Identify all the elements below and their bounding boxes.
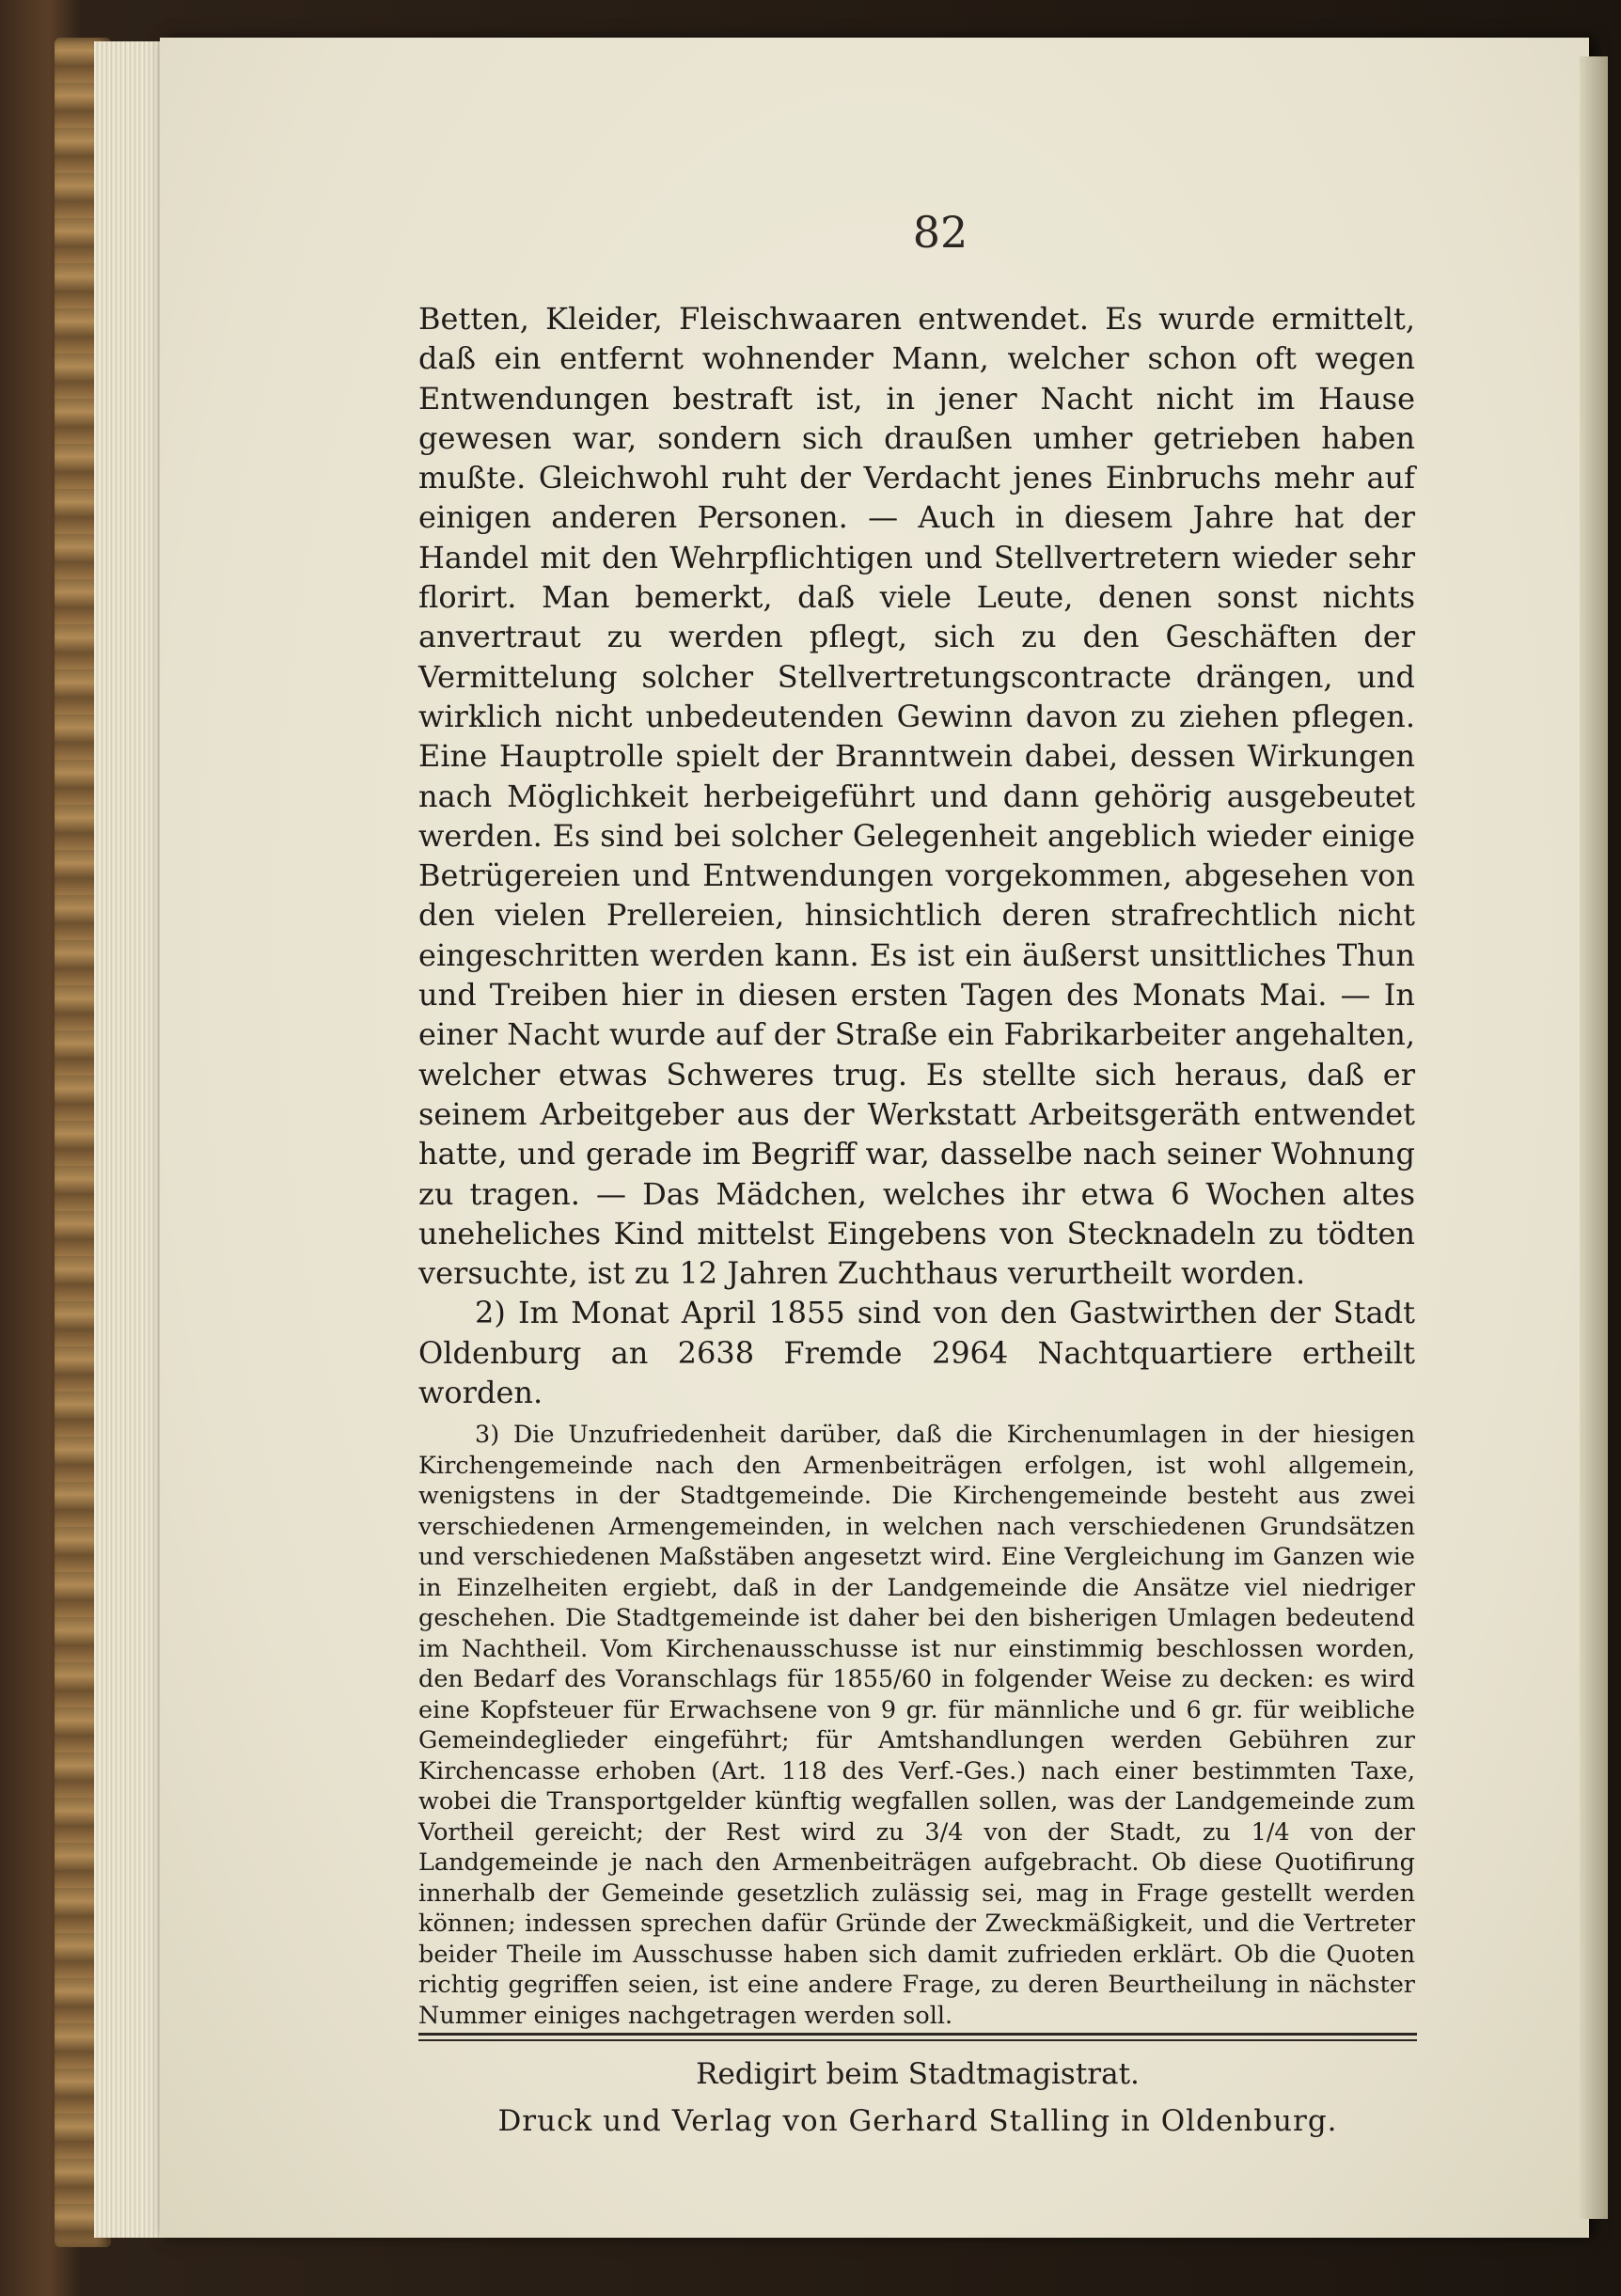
- item-3-paragraph: 3) Die Unzufriedenheit darüber, daß die Kirchenumlagen in der hiesigen Kirchengemeinde nach den Armenbeiträgen erfolgen, ist wohl allgemein, wenigstens in der Stadtgemeinde. Die Kirchengemeinde besteht aus zwei verschiedenen Armengemeinden, in welchen nach verschiedenen Grundsätzen und verschiedenen Maßstäben angesetzt wird. Eine Vergleichung im Ganzen wie in Einzelheiten ergiebt, daß in der Landgemeinde die Ansätze viel niedriger geschehen. Die Stadtgemeinde ist daher bei den bisherigen Umlagen bedeutend im Nachtheil. Vom Kirchenausschusse ist nur einstimmig beschlossen worden, den Bedarf des Voranschlags für 1855/60 in folgender Weise zu decken: es wird eine Kopfsteuer für Erwachsene von 9 gr. für männliche und 6 gr. für weibliche Gemeindeglieder eingeführt; für Amtshandlungen werden Gebühren zur Kirchencasse erhoben (Art. 118 des Verf.-Ges.) nach einer bestimmten Taxe, wobei die Transportgelder künftig wegfallen sollen, was der Landgemeinde zum Vortheil gereicht; der Rest wird zu 3/4 von der Stadt, zu 1/4 von der Landgemeinde je nach den Armenbeiträgen aufgebracht. Ob diese Quotifirung innerhalb der Gemeinde gesetzlich zulässig sei, mag in Frage gestellt werden können; indessen sprechen dafür Gründe der Zweckmäßigkeit, und die Vertreter beider Theile im Ausschusse haben sich damit zufrieden erklärt. Ob die Quoten richtig gegriffen seien, ist eine andere Frage, zu deren Beurtheilung in nächster Nummer einiges nachgetragen werden soll.: [418, 1421, 1415, 2030]
- page-edges: [94, 41, 169, 2238]
- publisher-line: Druck und Verlag von Gerhard Stalling in Oldenburg.: [497, 2104, 1338, 2138]
- page-number: 82: [912, 207, 968, 258]
- footer-rule-top: [418, 2033, 1417, 2036]
- item-2-text: 2) Im Monat April 1855 sind von den Gastwirthen der Stadt Oldenburg an 2638 Fremde 2964 Nachtquartiere ertheilt worden.: [418, 1295, 1415, 1411]
- notes-section: [418, 1420, 1415, 2031]
- main-paragraph: Betten, Kleider, Fleischwaaren entwendet. Es wurde ermittelt, daß ein entfernt wohnender Mann, welcher schon oft wegen Entwendungen bestraft ist, in jener Nacht nicht im Hause gewesen war, sondern sich draußen umher getrieben haben mußte. Gleichwohl ruht der Verdacht jenes Einbruchs mehr auf einigen anderen Personen. — Auch in diesem Jahre hat der Handel mit den Wehrpflichtigen und Stellvertretern wieder sehr florirt. Man bemerkt, daß viele Leute, denen sonst nichts anvertraut zu werden pflegt, sich zu den Geschäften der Vermittelung solcher Stellvertretungscontracte drängen, und wirklich nicht unbedeutenden Gewinn davon zu ziehen pflegen. Eine Hauptrolle spielt der Branntwein dabei, dessen Wirkungen nach Möglichkeit herbeigeführt und dann gehörig ausgebeutet werden. Es sind bei solcher Gelegenheit angeblich wieder einige Betrügereien und Entwendungen vorgekommen, abgesehen von den vielen Prellereien, hinsichtlich deren strafrechtlich nicht eingeschritten werden kann. Es ist ein äußerst unsittliches Thun und Treiben hier in diesen ersten Tagen des Monats Mai. — In einer Nacht wurde auf der Straße ein Fabrikarbeiter angehalten, welcher etwas Schweres trug. Es stellte sich heraus, daß er seinem Arbeitgeber aus der Werkstatt Arbeitsgeräth entwendet hatte, und gerade im Begriff war, dasselbe nach seiner Wohnung zu tragen. — Das Mädchen, welches ihr etwa 6 Wochen altes uneheliches Kind mittelst Eingebens von Stecknadeln zu tödten versuchte, ist zu 12 Jahren Zuchthaus verurtheilt worden.: [418, 301, 1415, 1292]
- page-right-edge: [1580, 56, 1608, 2219]
- footer-rule-bottom: [418, 2039, 1417, 2041]
- text-block: [418, 299, 1415, 2031]
- editor-line: Redigirt beim Stadtmagistrat.: [696, 2057, 1140, 2091]
- item-2-paragraph: [418, 1293, 1415, 1412]
